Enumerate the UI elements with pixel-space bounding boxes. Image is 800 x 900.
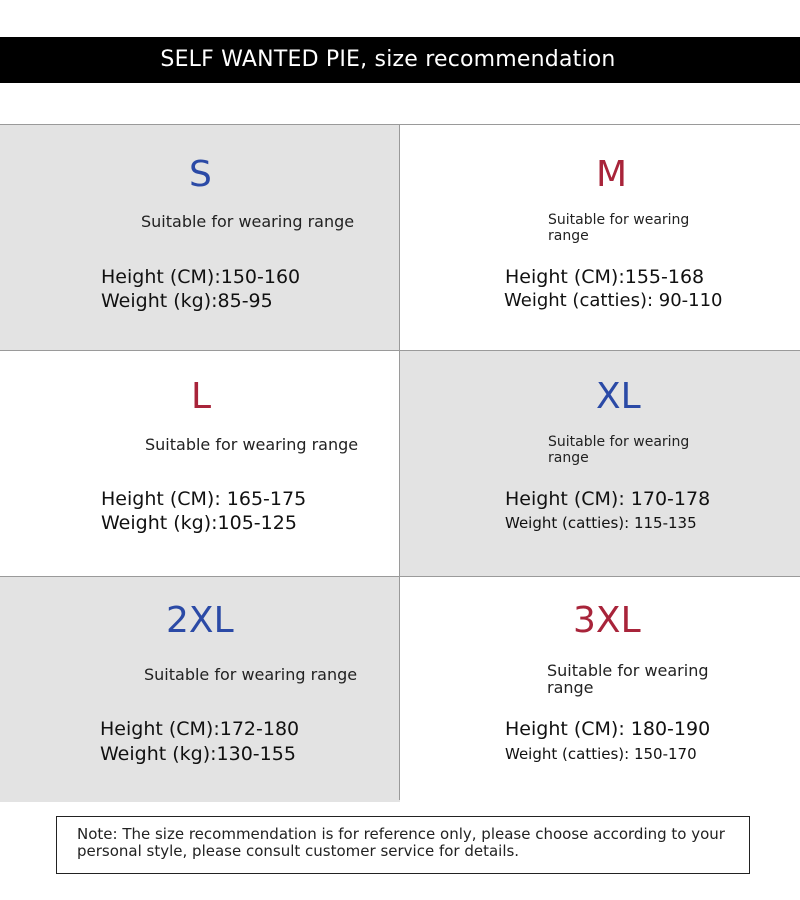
column-divider	[399, 125, 400, 800]
suitable-range-text: Suitable for wearing range	[145, 435, 359, 454]
height-range: Height (CM): 165-175	[101, 488, 307, 510]
suitable-range-text: Suitable for wearing range	[141, 212, 355, 231]
height-range: Height (CM):172-180	[100, 718, 300, 740]
weight-range: Weight (kg):85-95	[101, 290, 273, 312]
size-cell-l	[0, 351, 400, 576]
size-grid	[0, 124, 800, 800]
height-range: Height (CM):155-168	[505, 266, 705, 288]
suitable-range-text: Suitable for wearing range	[547, 661, 709, 697]
weight-range: Weight (kg):105-125	[101, 512, 297, 534]
suitable-range-text: Suitable for wearing range	[144, 665, 358, 684]
height-range: Height (CM):150-160	[101, 266, 301, 288]
size-label: M	[596, 154, 628, 195]
size-cell-xl	[400, 351, 800, 576]
size-label: L	[191, 376, 212, 417]
suitable-range-text: Suitable for wearing range	[548, 434, 690, 466]
size-label: S	[189, 154, 212, 195]
height-range: Height (CM): 170-178	[505, 488, 711, 510]
note-text: Note: The size recommendation is for reference only, please choose according to your personal style, please consult customer service for details.	[77, 825, 725, 860]
weight-range: Weight (catties): 115-135	[505, 514, 697, 532]
banner-title: SELF WANTED PIE, size recommendation	[160, 47, 616, 72]
title-banner	[0, 37, 800, 83]
size-cell-s	[0, 125, 400, 350]
suitable-range-text: Suitable for wearing range	[548, 212, 690, 244]
size-cell-m	[400, 125, 800, 350]
size-label: 3XL	[573, 600, 641, 641]
size-cell-2xl	[0, 577, 400, 802]
size-note	[56, 816, 750, 874]
weight-range: Weight (kg):130-155	[100, 743, 296, 765]
size-label: XL	[596, 376, 641, 417]
size-label: 2XL	[166, 600, 234, 641]
weight-range: Weight (catties): 150-170	[505, 745, 697, 763]
weight-range: Weight (catties): 90-110	[504, 290, 723, 311]
height-range: Height (CM): 180-190	[505, 718, 711, 740]
size-cell-3xl	[400, 577, 800, 802]
